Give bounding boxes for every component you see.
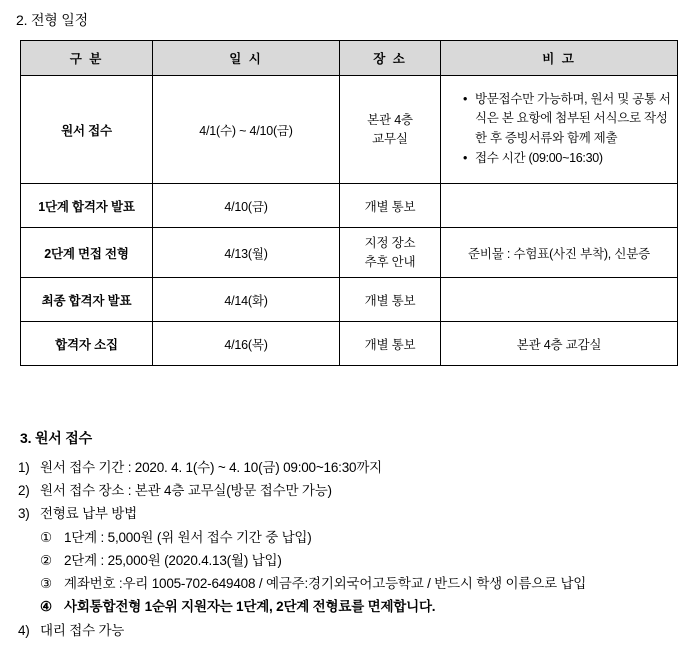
table-row bbox=[21, 76, 678, 184]
note-bullet-item: • 방문접수만 가능하며, 원서 및 공통 서식은 본 요항에 첨부된 서식으로 작성한 후 증빙서류와 함께 제출 bbox=[463, 90, 671, 148]
cell-division: 원서 접수 bbox=[21, 76, 153, 184]
cell-place bbox=[340, 228, 441, 278]
sub-list-item-text: 사회통합전형 1순위 지원자는 1단계, 2단계 전형료를 면제합니다. bbox=[64, 599, 436, 615]
sub-list-item-number: ③ bbox=[40, 576, 52, 592]
list-item bbox=[18, 502, 670, 618]
cell-date: 4/1(수) ~ 4/10(금) bbox=[153, 76, 340, 184]
list-item-text: 대리 접수 가능 bbox=[40, 622, 125, 638]
cell-note: 본관 4층 교감실 bbox=[441, 322, 678, 366]
column-header-place: 장 소 bbox=[340, 41, 441, 76]
list-item-text: 원서 접수 장소 : 본관 4층 교무실(방문 접수만 가능) bbox=[40, 483, 332, 499]
sub-list-item bbox=[40, 526, 670, 549]
note-bullet-item: • 접수 시간 (09:00~16:30) bbox=[463, 149, 671, 168]
table-row bbox=[21, 228, 678, 278]
cell-division: 합격자 소집 bbox=[21, 322, 153, 366]
cell-date: 4/14(화) bbox=[153, 278, 340, 322]
cell-place bbox=[340, 76, 441, 184]
cell-place: 개별 통보 bbox=[340, 184, 441, 228]
cell-place: 개별 통보 bbox=[340, 278, 441, 322]
sub-list-item-number: ② bbox=[40, 552, 52, 568]
cell-date: 4/10(금) bbox=[153, 184, 340, 228]
cell-place-line2: 추후 안내 bbox=[364, 254, 416, 269]
cell-note bbox=[441, 184, 678, 228]
cell-place-line2: 교무실 bbox=[372, 131, 408, 146]
list-item bbox=[18, 619, 670, 642]
sub-list-item bbox=[40, 595, 670, 618]
list-item-text: 원서 접수 기간 : 2020. 4. 1(수) ~ 4. 10(금) 09:00~16:30까지 bbox=[40, 460, 383, 475]
fee-payment-sublist bbox=[40, 526, 670, 619]
sub-list-item-text: 1단계 : 5,000원 (위 원서 접수 기간 중 납입) bbox=[64, 529, 312, 545]
list-item-number: 4) bbox=[18, 622, 30, 638]
table-row bbox=[21, 322, 678, 366]
cell-note: 준비물 : 수험표(사진 부착), 신분증 bbox=[441, 228, 678, 278]
cell-division: 최종 합격자 발표 bbox=[21, 278, 153, 322]
cell-place-line1: 본관 4층 bbox=[367, 112, 413, 127]
sub-list-item-number: ① bbox=[40, 529, 52, 545]
cell-note bbox=[441, 76, 678, 184]
cell-date: 4/16(목) bbox=[153, 322, 340, 366]
sub-list-item-text: 2단계 : 25,000원 (2020.4.13(월) 납입) bbox=[64, 552, 282, 568]
cell-date: 4/13(월) bbox=[153, 228, 340, 278]
list-item-number: 1) bbox=[18, 460, 30, 475]
sub-list-item bbox=[40, 549, 670, 572]
section-1-heading: 2. 전형 일정 bbox=[16, 12, 88, 28]
schedule-table bbox=[20, 40, 678, 366]
cell-note bbox=[441, 278, 678, 322]
table-header-row bbox=[21, 41, 678, 76]
sub-list-item bbox=[40, 572, 670, 595]
list-item-text: 전형료 납부 방법 bbox=[40, 506, 137, 522]
list-item-number: 3) bbox=[18, 506, 30, 522]
cell-place: 개별 통보 bbox=[340, 322, 441, 366]
list-item bbox=[18, 479, 670, 502]
note-bullet-list bbox=[447, 90, 671, 169]
section-2-heading: 3. 원서 접수 bbox=[20, 430, 92, 446]
section-2 bbox=[14, 428, 670, 642]
table-row bbox=[21, 184, 678, 228]
list-item-number: 2) bbox=[18, 483, 30, 499]
list-item bbox=[18, 456, 670, 479]
cell-place-line1: 지정 장소 bbox=[364, 235, 416, 250]
table-row bbox=[21, 278, 678, 322]
column-header-note: 비 고 bbox=[441, 41, 678, 76]
sub-list-item-number: ④ bbox=[40, 599, 52, 615]
sub-list-item-text: 계좌번호 :우리 1005-702-649408 / 예금주:경기외국어고등학교 / 반드시 학생 이름으로 납입 bbox=[64, 576, 587, 592]
column-header-date: 일 시 bbox=[153, 41, 340, 76]
cell-division: 2단계 면접 전형 bbox=[21, 228, 153, 278]
cell-division: 1단계 합격자 발표 bbox=[21, 184, 153, 228]
column-header-division: 구 분 bbox=[21, 41, 153, 76]
application-steps-list bbox=[18, 456, 670, 642]
